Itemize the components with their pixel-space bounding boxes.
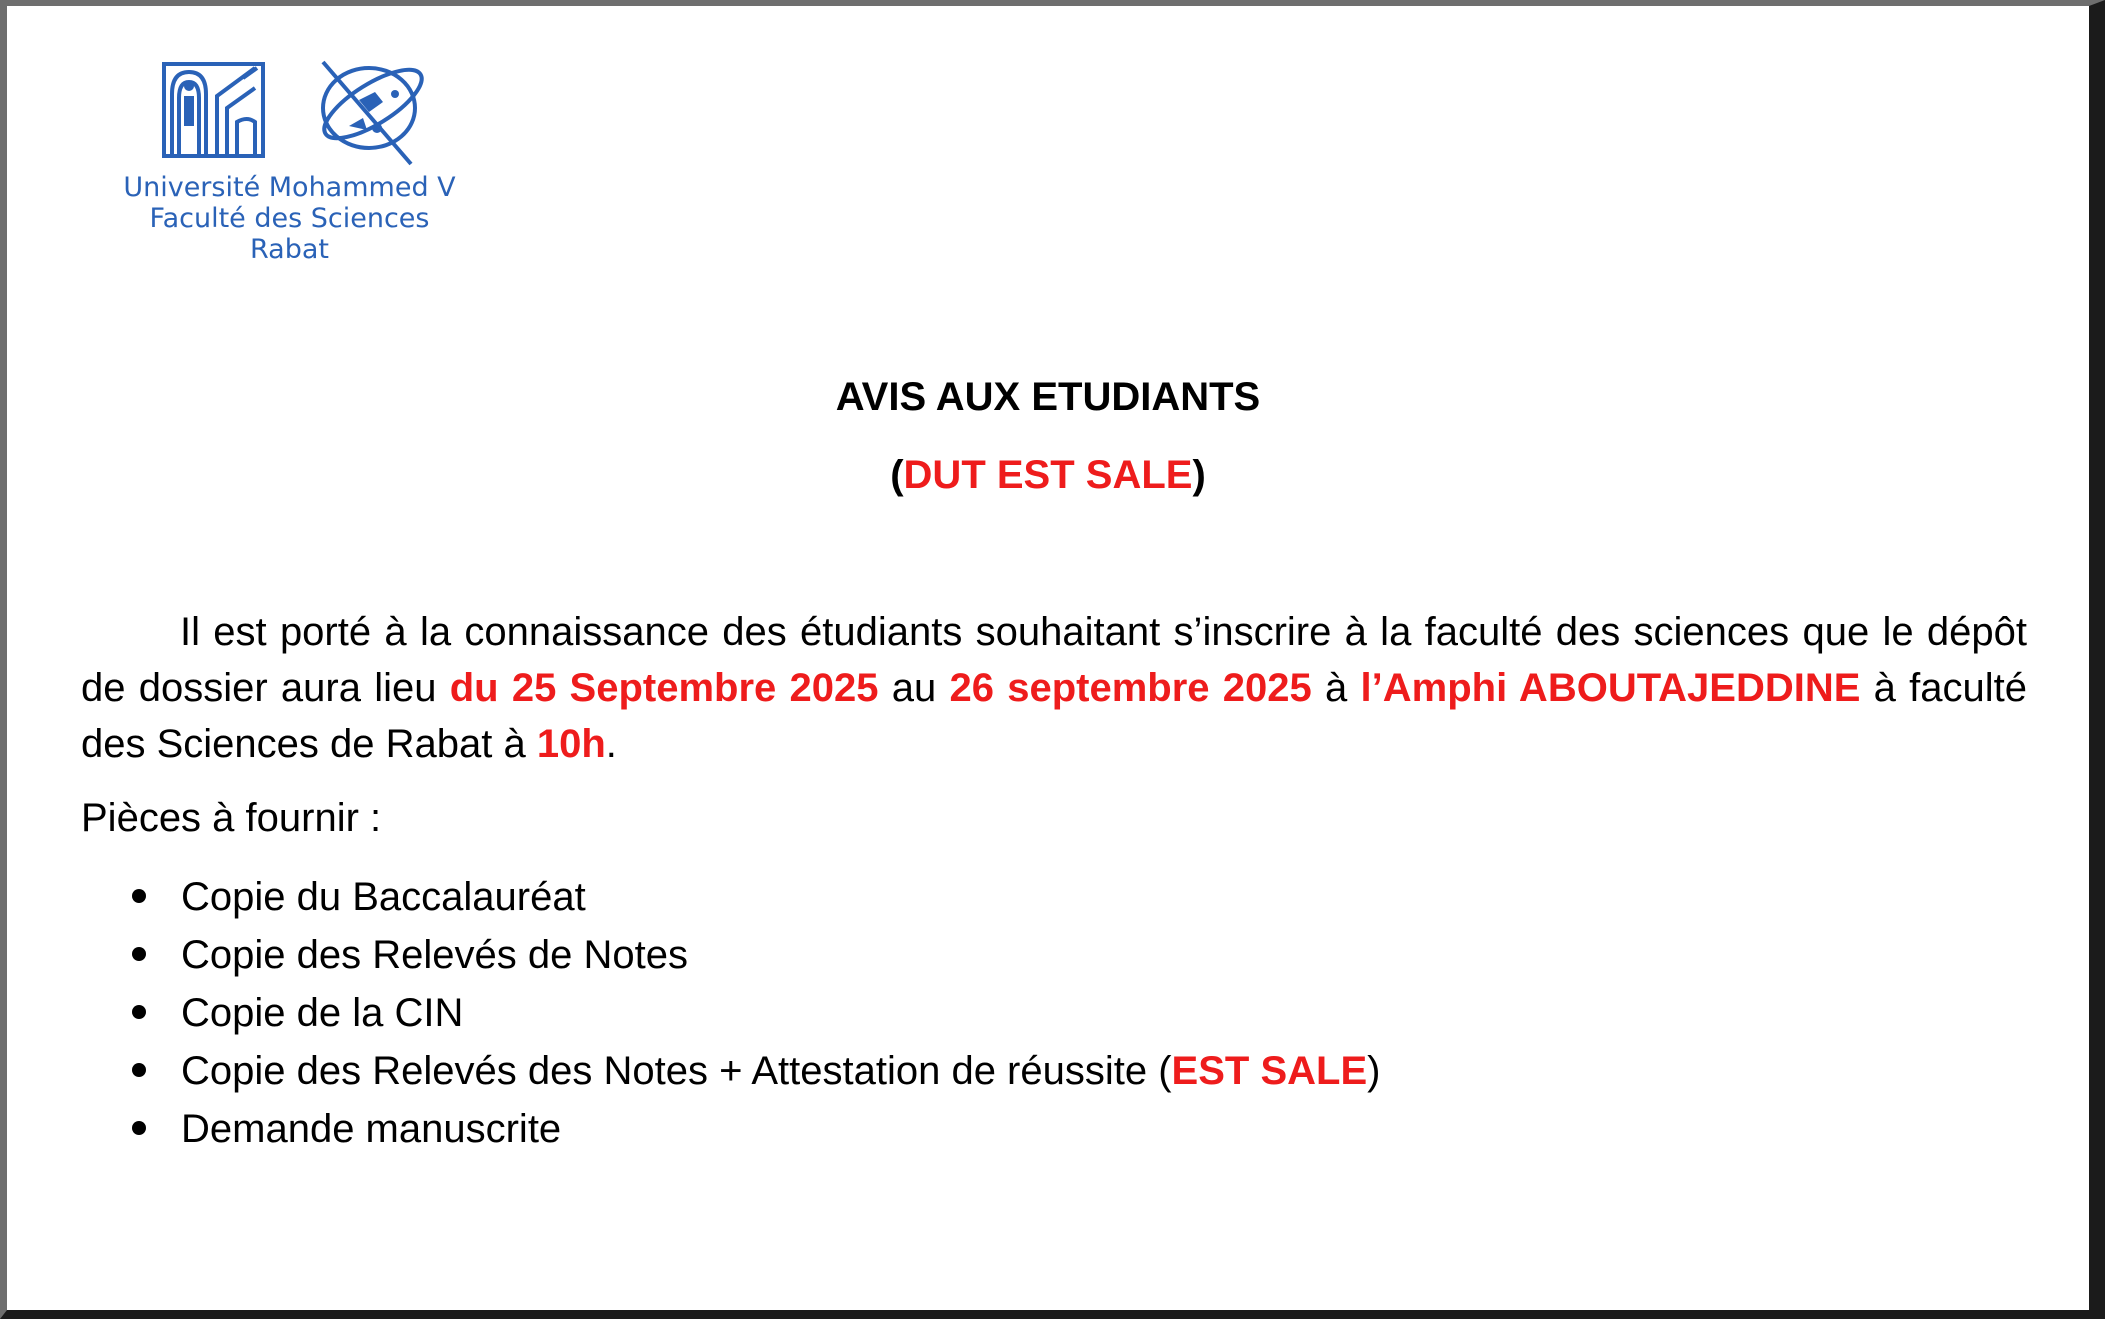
list-item (7, 1042, 1807, 1100)
paragraph-text: à faculté des Sciences de Rabat à (81, 666, 2028, 766)
list-item (7, 926, 1807, 984)
bullet-icon (132, 947, 146, 961)
bullet-icon (132, 1005, 146, 1019)
subtitle-paren-open: ( (890, 453, 904, 497)
end-date: 26 septembre 2025 (949, 666, 1312, 710)
university-logo-text (77, 172, 502, 265)
list-item-main-text: Copie des Relevés des Notes + Attestation de réussite ( (181, 1049, 1172, 1093)
paragraph-text: Il est porté à la connaissance des étudiants souhaitant s’inscrire à la faculté des sciences que le dépôt de dossier aura lieu (81, 610, 2027, 710)
university-logo (77, 56, 502, 265)
bullet-icon (132, 889, 146, 903)
city-name: Rabat (250, 234, 329, 265)
paragraph-text: au (878, 666, 950, 710)
university-name: Université Mohammed V (123, 172, 456, 203)
list-item (7, 868, 1807, 926)
list-item-text: Copie de la CIN (181, 991, 464, 1035)
paragraph-text: à (1311, 666, 1361, 710)
notice-subtitle (7, 451, 2089, 499)
bullet-icon (132, 1121, 146, 1135)
notice-title: AVIS AUX ETUDIANTS (835, 375, 1261, 419)
list-item (7, 984, 1807, 1042)
list-item-text (181, 1042, 1380, 1100)
list-item (7, 1100, 1807, 1158)
paragraph-text: . (605, 722, 617, 766)
notice-paragraph (81, 604, 2027, 772)
list-item-text: Copie du Baccalauréat (181, 875, 586, 919)
list-item-highlight: EST SALE (1171, 1049, 1368, 1093)
time: 10h (536, 722, 606, 766)
documents-required-label: Pièces à fournir : (81, 796, 382, 840)
list-item-text: Demande manuscrite (181, 1107, 562, 1151)
start-date: du 25 Septembre 2025 (449, 666, 879, 710)
list-item-text: Copie des Relevés de Notes (181, 933, 688, 977)
subtitle-paren-close: ) (1192, 453, 1206, 497)
location: l’Amphi ABOUTAJEDDINE (1360, 666, 1861, 710)
faculty-name: Faculté des Sciences (149, 203, 430, 234)
list-item-close-paren: ) (1367, 1049, 1381, 1093)
bullet-icon (132, 1063, 146, 1077)
subtitle-program: DUT EST SALE (903, 453, 1193, 497)
university-emblem-icon (77, 56, 502, 176)
